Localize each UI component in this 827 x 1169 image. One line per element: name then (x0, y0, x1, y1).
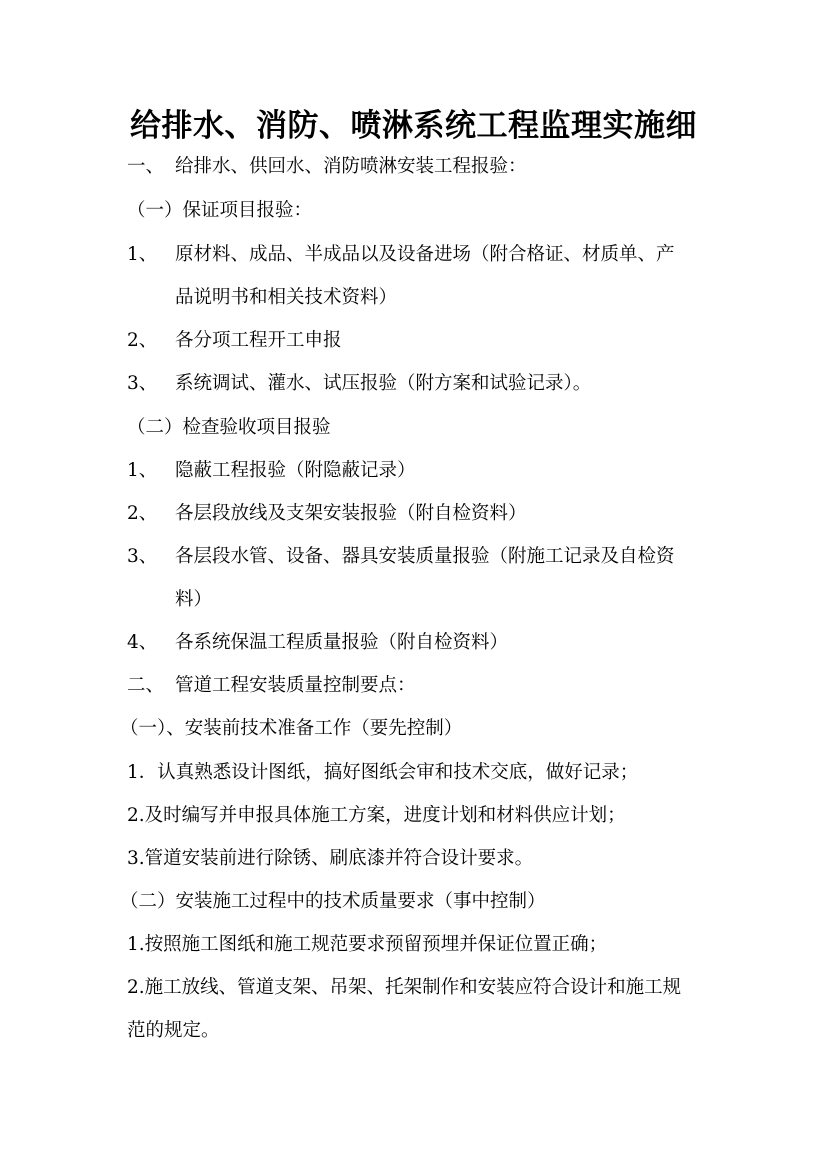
item-text: 各层段水管、设备、器具安装质量报验（附施工记录及自检资 (175, 546, 675, 567)
item-text: 原材料、成品、半成品以及设备进场（附合格证、材质单、产 (175, 244, 675, 265)
section-number: 一、 (127, 156, 165, 177)
list-item: 1.按照施工图纸和施工规范要求预留预埋并保证位置正确； (127, 934, 608, 955)
item-text-continued: 料） (175, 589, 213, 610)
item-text: 各系统保温工程质量报验（附自检资料） (175, 632, 509, 653)
list-item: 3.管道安装前进行除锈、刷底漆并符合设计要求。 (127, 848, 534, 869)
item-number: 2、 (127, 503, 158, 524)
list-item: 2.施工放线、管道支架、吊架、托架制作和安装应符合设计和施工规 (127, 977, 682, 998)
subsection-heading: （一）保证项目报验： (127, 200, 313, 221)
item-text: 隐蔽工程报验（附隐蔽记录） (175, 460, 416, 481)
item-text: 各分项工程开工申报 (175, 330, 342, 351)
item-number: 2、 (127, 330, 158, 351)
item-number: 1、 (127, 460, 158, 481)
subsection-heading: （二）安装施工过程中的技术质量要求（事中控制） (120, 891, 546, 912)
item-number: 3、 (127, 546, 158, 567)
subsection-heading: （一）、安装前技术准备工作（要先控制） (120, 718, 463, 739)
section-number: 二、 (127, 675, 165, 696)
item-text-continued: 品说明书和相关技术资料） (175, 287, 398, 308)
section-heading-text: 给排水、供回水、消防喷淋安装工程报验： (175, 156, 527, 177)
section-heading-text: 管道工程安装质量控制要点： (175, 675, 416, 696)
list-item: 2.及时编写并申报具体施工方案，进度计划和材料供应计划； (127, 805, 626, 826)
item-text: 系统调试、灌水、试压报验（附方案和试验记录）。 (175, 373, 592, 394)
item-text-continued: 范的规定。 (127, 1020, 220, 1041)
item-number: 4、 (127, 632, 158, 653)
item-text: 各层段放线及支架安装报验（附自检资料） (175, 503, 527, 524)
list-item: 1．认真熟悉设计图纸，搞好图纸会审和技术交底，做好记录； (127, 762, 639, 783)
item-number: 3、 (127, 373, 158, 394)
item-number: 1、 (127, 244, 158, 265)
subsection-heading: （二）检查验收项目报验 (127, 417, 331, 438)
document-title: 给排水、消防、喷淋系统工程监理实施细 (130, 108, 697, 144)
